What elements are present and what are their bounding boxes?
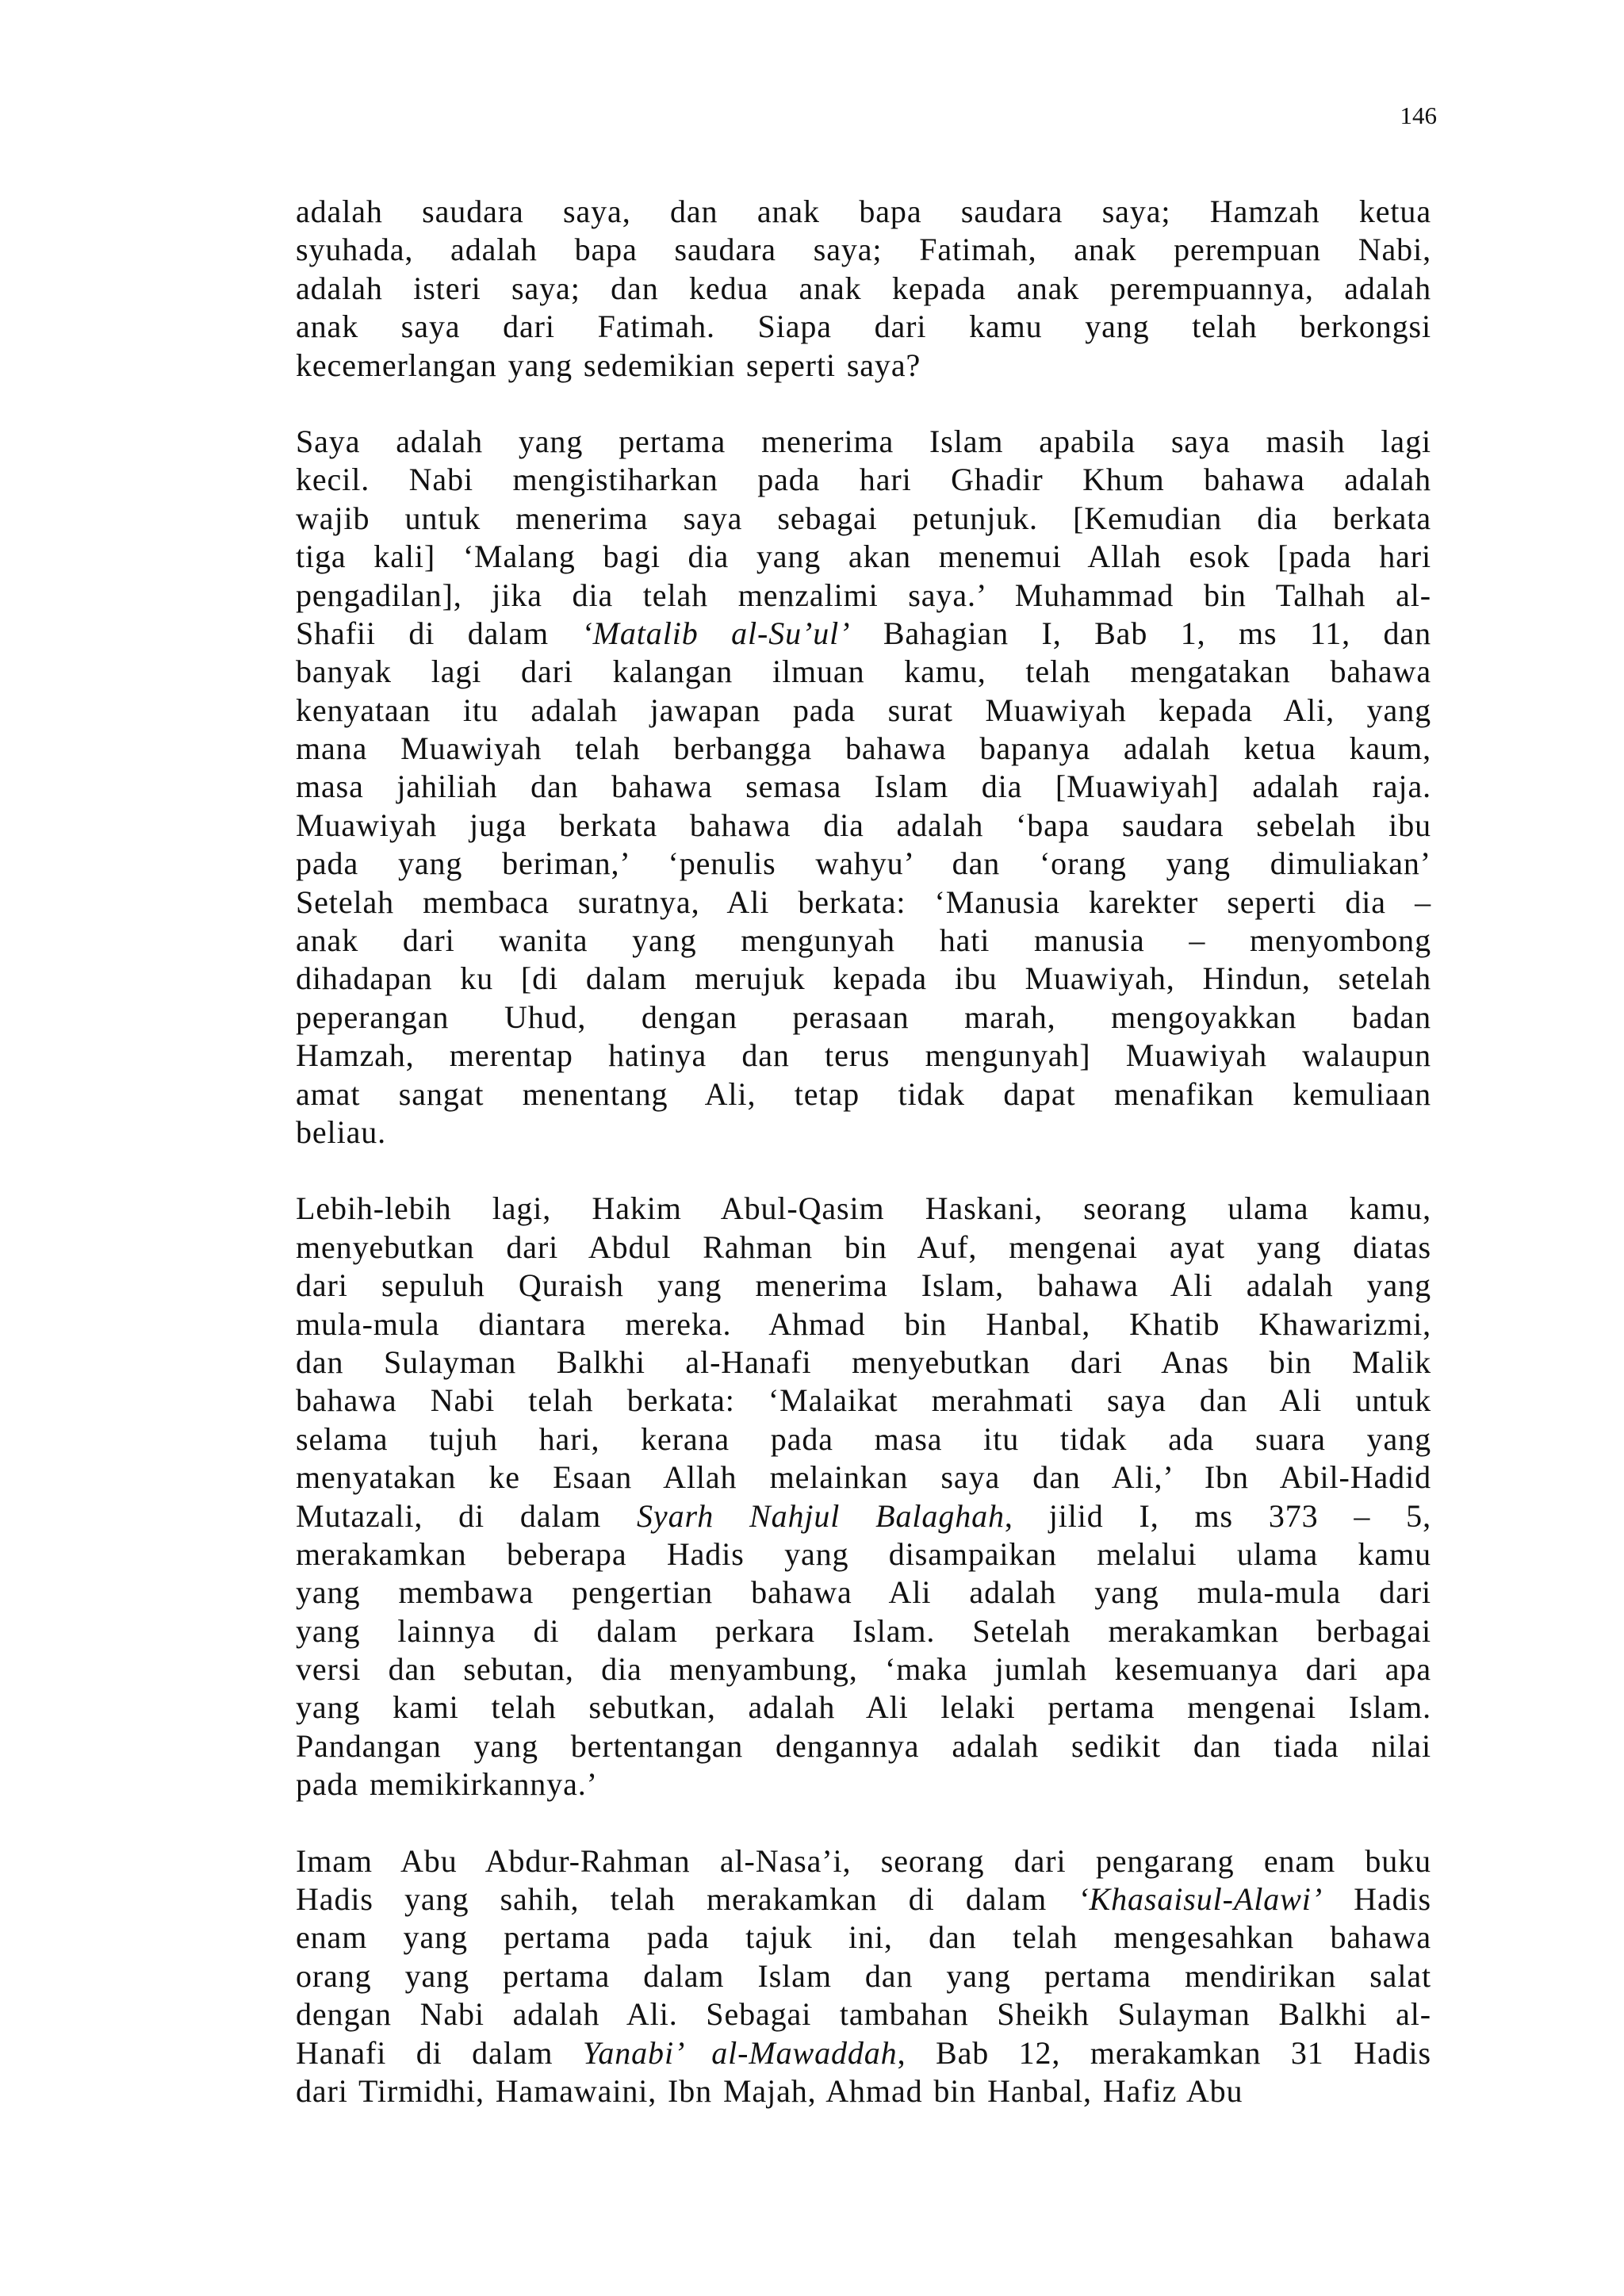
- text-line: [296, 2034, 1431, 2072]
- text-segment: anak dari wanita yang mengunyah hati manusia – menyombong: [296, 922, 1431, 959]
- text-line: [296, 193, 1431, 231]
- text-segment: yang membawa pengertian bahawa Ali adalah yang mula-mula dari: [296, 1574, 1431, 1611]
- text-line: [296, 1573, 1431, 1612]
- text-segment: orang yang pertama dalam Islam dan yang pertama mendirikan salat: [296, 1957, 1431, 1994]
- text-segment: versi dan sebutan, dia menyambung, ‘maka jumlah kesemuanya dari apa: [296, 1651, 1431, 1688]
- text-segment: Pandangan yang bertentangan dengannya adalah sedikit dan tiada nilai: [296, 1727, 1431, 1764]
- text-line: [296, 845, 1431, 883]
- text-line: [296, 960, 1431, 998]
- text-segment: dari Tirmidhi, Hamawaini, Ibn Majah, Ahmad bin Hanbal, Hafiz Abu: [296, 2072, 1243, 2109]
- document-body: [296, 193, 1431, 2148]
- text-line: [296, 500, 1431, 538]
- text-segment: menyebutkan dari Abdul Rahman bin Auf, mengenai ayat yang diatas: [296, 1228, 1431, 1265]
- text-segment: selama tujuh hari, kerana pada masa itu tidak ada suara yang: [296, 1420, 1431, 1457]
- italic-title: ‘Matalib al-Su’ul’: [581, 615, 851, 651]
- italic-title: Yanabi’ al-Mawaddah: [582, 2034, 898, 2071]
- text-line: [296, 1650, 1431, 1688]
- text-segment: tiga kali] ‘Malang bagi dia yang akan menemui Allah esok [pada hari: [296, 539, 1431, 575]
- text-line: [296, 807, 1431, 845]
- text-segment: masa jahiliah dan bahawa semasa Islam dia [Muawiyah] adalah raja.: [296, 769, 1431, 805]
- text-segment: wajib untuk menerima saya sebagai petunjuk. [Kemudian dia berkata: [296, 500, 1431, 536]
- text-line: [296, 308, 1431, 346]
- text-line: [296, 270, 1431, 308]
- text-line: [296, 1382, 1431, 1420]
- text-line: [296, 1114, 1431, 1152]
- text-segment: kecemerlangan yang sedemikian seperti saya?: [296, 347, 921, 383]
- text-segment: Mutazali, di dalam: [296, 1497, 638, 1534]
- text-line: [296, 1765, 1431, 1803]
- paragraph: [296, 1190, 1431, 1803]
- text-segment: dengan Nabi adalah Ali. Sebagai tambahan Sheikh Sulayman Balkhi al-: [296, 1996, 1431, 2033]
- text-line: [296, 1190, 1431, 1228]
- text-segment: dihadapan ku [di dalam merujuk kepada ibu Muawiyah, Hindun, setelah: [296, 960, 1431, 997]
- text-segment: Muawiyah juga berkata bahawa dia adalah ‘bapa saudara sebelah ibu: [296, 807, 1431, 843]
- text-segment: Lebih-lebih lagi, Hakim Abul-Qasim Haskani, seorang ulama kamu,: [296, 1190, 1431, 1227]
- text-segment: Bahagian I, Bab 1, ms 11, dan: [850, 615, 1431, 651]
- text-segment: merakamkan beberapa Hadis yang disampaikan melalui ulama kamu: [296, 1535, 1431, 1572]
- text-line: [296, 1267, 1431, 1305]
- text-line: [296, 1995, 1431, 2033]
- text-line: [296, 692, 1431, 730]
- text-segment: , Bab 12, merakamkan 31 Hadis: [897, 2034, 1432, 2071]
- text-segment: banyak lagi dari kalangan ilmuan kamu, telah mengatakan bahawa: [296, 654, 1431, 690]
- text-line: [296, 1918, 1431, 1957]
- text-line: [296, 653, 1431, 691]
- text-line: [296, 1727, 1431, 1765]
- text-segment: Hadis yang sahih, telah merakamkan di dalam: [296, 1881, 1078, 1918]
- text-line: [296, 1880, 1431, 1918]
- text-segment: Hadis: [1322, 1881, 1431, 1918]
- text-segment: Hamzah, merentap hatinya dan terus mengunyah] Muawiyah walaupun: [296, 1037, 1431, 1074]
- text-segment: pada yang beriman,’ ‘penulis wahyu’ dan ‘orang yang dimuliakan’: [296, 845, 1431, 882]
- text-segment: menyatakan ke Esaan Allah melainkan saya dan Ali,’ Ibn Abil-Hadid: [296, 1459, 1431, 1496]
- text-line: [296, 1228, 1431, 1267]
- text-line: [296, 1075, 1431, 1114]
- text-line: [296, 922, 1431, 960]
- text-line: [296, 538, 1431, 576]
- text-segment: pada memikirkannya.’: [296, 1766, 598, 1803]
- text-line: [296, 1497, 1431, 1535]
- text-segment: amat sangat menentang Ali, tetap tidak dapat menafikan kemuliaan: [296, 1075, 1431, 1112]
- text-segment: Imam Abu Abdur-Rahman al-Nasa’i, seorang dari pengarang enam buku: [296, 1842, 1431, 1879]
- text-segment: Saya adalah yang pertama menerima Islam apabila saya masih lagi: [296, 423, 1431, 459]
- text-segment: adalah saudara saya, dan anak bapa saudara saya; Hamzah ketua: [296, 194, 1431, 229]
- paragraph: [296, 1842, 1431, 2111]
- text-line: [296, 1458, 1431, 1497]
- text-segment: anak saya dari Fatimah. Siapa dari kamu yang telah berkongsi: [296, 309, 1431, 345]
- text-segment: kenyataan itu adalah jawapan pada surat Muawiyah kepada Ali, yang: [296, 692, 1431, 728]
- text-line: [296, 1688, 1431, 1727]
- text-segment: adalah isteri saya; dan kedua anak kepada anak perempuannya, adalah: [296, 270, 1431, 306]
- text-line: [296, 577, 1431, 615]
- text-line: [296, 615, 1431, 653]
- text-line: [296, 768, 1431, 806]
- text-line: [296, 423, 1431, 461]
- text-segment: mana Muawiyah telah berbangga bahawa bapanya adalah ketua kaum,: [296, 730, 1431, 767]
- italic-title: ‘Khasaisul-Alawi’: [1078, 1881, 1323, 1918]
- text-line: [296, 884, 1431, 922]
- text-line: [296, 1037, 1431, 1075]
- text-segment: Setelah membaca suratnya, Ali berkata: ‘Manusia karekter seperti dia –: [296, 884, 1431, 920]
- text-segment: Hanafi di dalam: [296, 2034, 583, 2071]
- text-line: [296, 1842, 1431, 1880]
- text-segment: kecil. Nabi mengistiharkan pada hari Ghadir Khum bahawa adalah: [296, 462, 1431, 498]
- text-line: [296, 231, 1431, 269]
- text-line: [296, 730, 1431, 768]
- text-segment: dan Sulayman Balkhi al-Hanafi menyebutkan dari Anas bin Malik: [296, 1343, 1431, 1380]
- text-line: [296, 1305, 1431, 1343]
- text-segment: yang lainnya di dalam perkara Islam. Setelah merakamkan berbagai: [296, 1612, 1431, 1649]
- text-line: [296, 1420, 1431, 1458]
- text-line: [296, 2072, 1431, 2110]
- text-line: [296, 1343, 1431, 1382]
- paragraph: [296, 193, 1431, 385]
- text-line: [296, 347, 1431, 385]
- text-segment: mula-mula diantara mereka. Ahmad bin Hanbal, Khatib Khawarizmi,: [296, 1305, 1431, 1342]
- text-segment: Shafii di dalam: [296, 615, 582, 651]
- text-line: [296, 461, 1431, 499]
- text-segment: dari sepuluh Quraish yang menerima Islam, bahawa Ali adalah yang: [296, 1267, 1431, 1304]
- text-line: [296, 1612, 1431, 1650]
- paragraph: [296, 423, 1431, 1152]
- text-segment: bahawa Nabi telah berkata: ‘Malaikat merahmati saya dan Ali untuk: [296, 1382, 1431, 1419]
- text-segment: syuhada, adalah bapa saudara saya; Fatimah, anak perempuan Nabi,: [296, 232, 1431, 268]
- text-segment: peperangan Uhud, dengan perasaan marah, mengoyakkan badan: [296, 999, 1431, 1035]
- text-segment: enam yang pertama pada tajuk ini, dan telah mengesahkan bahawa: [296, 1919, 1431, 1956]
- text-segment: , jilid I, ms 373 – 5,: [1004, 1497, 1431, 1534]
- italic-title: Syarh Nahjul Balaghah: [637, 1497, 1005, 1534]
- text-segment: beliau.: [296, 1114, 387, 1150]
- text-line: [296, 1957, 1431, 1995]
- text-segment: yang kami telah sebutkan, adalah Ali lelaki pertama mengenai Islam.: [296, 1689, 1431, 1726]
- text-line: [296, 1535, 1431, 1573]
- text-line: [296, 999, 1431, 1037]
- text-segment: pengadilan], jika dia telah menzalimi saya.’ Muhammad bin Talhah al-: [296, 577, 1431, 613]
- page-number: 146: [1400, 102, 1437, 129]
